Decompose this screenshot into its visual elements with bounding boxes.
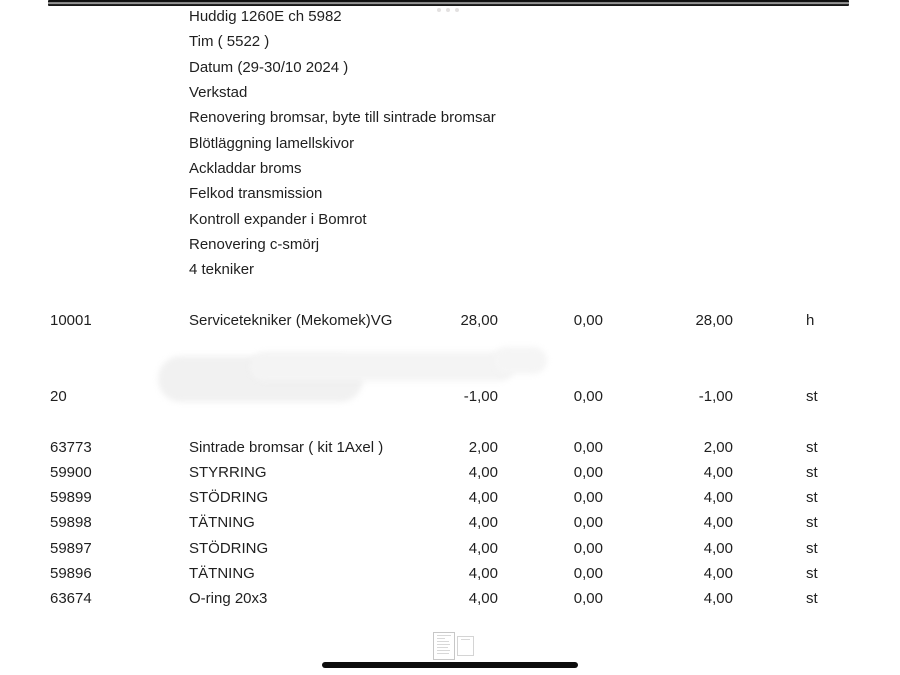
item-discount-cell: 0,00 — [573, 388, 603, 405]
item-qty-cell: 4,00 — [468, 514, 498, 531]
document-text-line: Tim ( 5522 ) — [189, 33, 270, 51]
table-row — [0, 386, 900, 408]
item-desc-cell: STÖDRING — [189, 489, 269, 506]
table-row — [0, 538, 900, 560]
table-row — [0, 310, 900, 332]
document-text-line: Blötläggning lamellskivor — [189, 134, 355, 152]
item-total-cell: 4,00 — [703, 464, 733, 481]
item-unit-cell: st — [806, 540, 818, 557]
current-page-thumbnail — [433, 632, 455, 660]
item-desc-cell: Servicetekniker (Mekomek)VG — [189, 312, 393, 329]
item-total-cell: 4,00 — [703, 540, 733, 557]
item-desc-cell: Sintrade bromsar ( kit 1Axel ) — [189, 439, 384, 456]
redaction-smudge — [493, 347, 547, 374]
item-qty-cell: 28,00 — [460, 312, 498, 329]
item-qty-cell: 4,00 — [468, 464, 498, 481]
item-discount-cell: 0,00 — [573, 439, 603, 456]
item-total-cell: 28,00 — [695, 312, 733, 329]
next-page-thumbnail — [457, 636, 474, 656]
item-unit-cell: st — [806, 464, 818, 481]
document-text-line: Renovering c-smörj — [189, 236, 320, 254]
redaction-smudge — [250, 352, 515, 381]
item-code-cell: 59897 — [50, 540, 92, 557]
table-row — [0, 588, 900, 610]
item-code-cell: 59896 — [50, 565, 92, 582]
table-row — [0, 563, 900, 585]
item-total-cell: 4,00 — [703, 489, 733, 506]
home-indicator[interactable] — [322, 662, 578, 668]
table-row — [0, 487, 900, 509]
item-code-cell: 10001 — [50, 312, 92, 329]
item-code-cell: 20 — [50, 388, 67, 405]
page-thumbnails-icon[interactable] — [433, 631, 477, 661]
item-qty-cell: -1,00 — [463, 388, 498, 405]
document-text-line: Felkod transmission — [189, 185, 323, 203]
item-unit-cell: st — [806, 489, 818, 506]
item-discount-cell: 0,00 — [573, 489, 603, 506]
item-total-cell: -1,00 — [698, 388, 733, 405]
item-total-cell: 4,00 — [703, 565, 733, 582]
item-discount-cell: 0,00 — [573, 464, 603, 481]
table-row — [0, 462, 900, 484]
item-qty-cell: 2,00 — [468, 439, 498, 456]
document-text-line: Kontroll expander i Bomrot — [189, 210, 367, 228]
item-code-cell: 63674 — [50, 590, 92, 607]
item-unit-cell: h — [806, 312, 815, 329]
item-unit-cell: st — [806, 565, 818, 582]
document-text-line: Renovering bromsar, byte till sintrade bromsar — [189, 109, 496, 127]
item-discount-cell: 0,00 — [573, 590, 603, 607]
item-code-cell: 59900 — [50, 464, 92, 481]
item-qty-cell: 4,00 — [468, 590, 498, 607]
item-discount-cell: 0,00 — [573, 514, 603, 531]
item-unit-cell: st — [806, 388, 818, 405]
item-total-cell: 4,00 — [703, 514, 733, 531]
item-total-cell: 2,00 — [703, 439, 733, 456]
item-qty-cell: 4,00 — [468, 565, 498, 582]
table-row — [0, 512, 900, 534]
item-discount-cell: 0,00 — [573, 540, 603, 557]
item-desc-cell: TÄTNING — [189, 565, 255, 582]
document-text-line: 4 tekniker — [189, 261, 255, 279]
item-unit-cell: st — [806, 439, 818, 456]
item-qty-cell: 4,00 — [468, 540, 498, 557]
item-total-cell: 4,00 — [703, 590, 733, 607]
item-unit-cell: st — [806, 590, 818, 607]
table-row — [0, 437, 900, 459]
item-code-cell: 59898 — [50, 514, 92, 531]
document-text-line: Verkstad — [189, 84, 248, 102]
item-desc-cell: STÖDRING — [189, 540, 269, 557]
item-unit-cell: st — [806, 514, 818, 531]
document-text-line: Datum (29-30/10 2024 ) — [189, 58, 349, 76]
item-code-cell: 63773 — [50, 439, 92, 456]
work-description-block — [189, 4, 496, 283]
document-text-line: Huddig 1260E ch 5982 — [189, 8, 342, 25]
item-discount-cell: 0,00 — [573, 312, 603, 329]
item-desc-cell: STYRRING — [189, 464, 267, 481]
document-text-line: Ackladdar broms — [189, 160, 302, 178]
item-qty-cell: 4,00 — [468, 489, 498, 506]
item-desc-cell: TÄTNING — [189, 514, 255, 531]
item-code-cell: 59899 — [50, 489, 92, 506]
item-desc-cell: O-ring 20x3 — [189, 590, 268, 607]
item-discount-cell: 0,00 — [573, 565, 603, 582]
